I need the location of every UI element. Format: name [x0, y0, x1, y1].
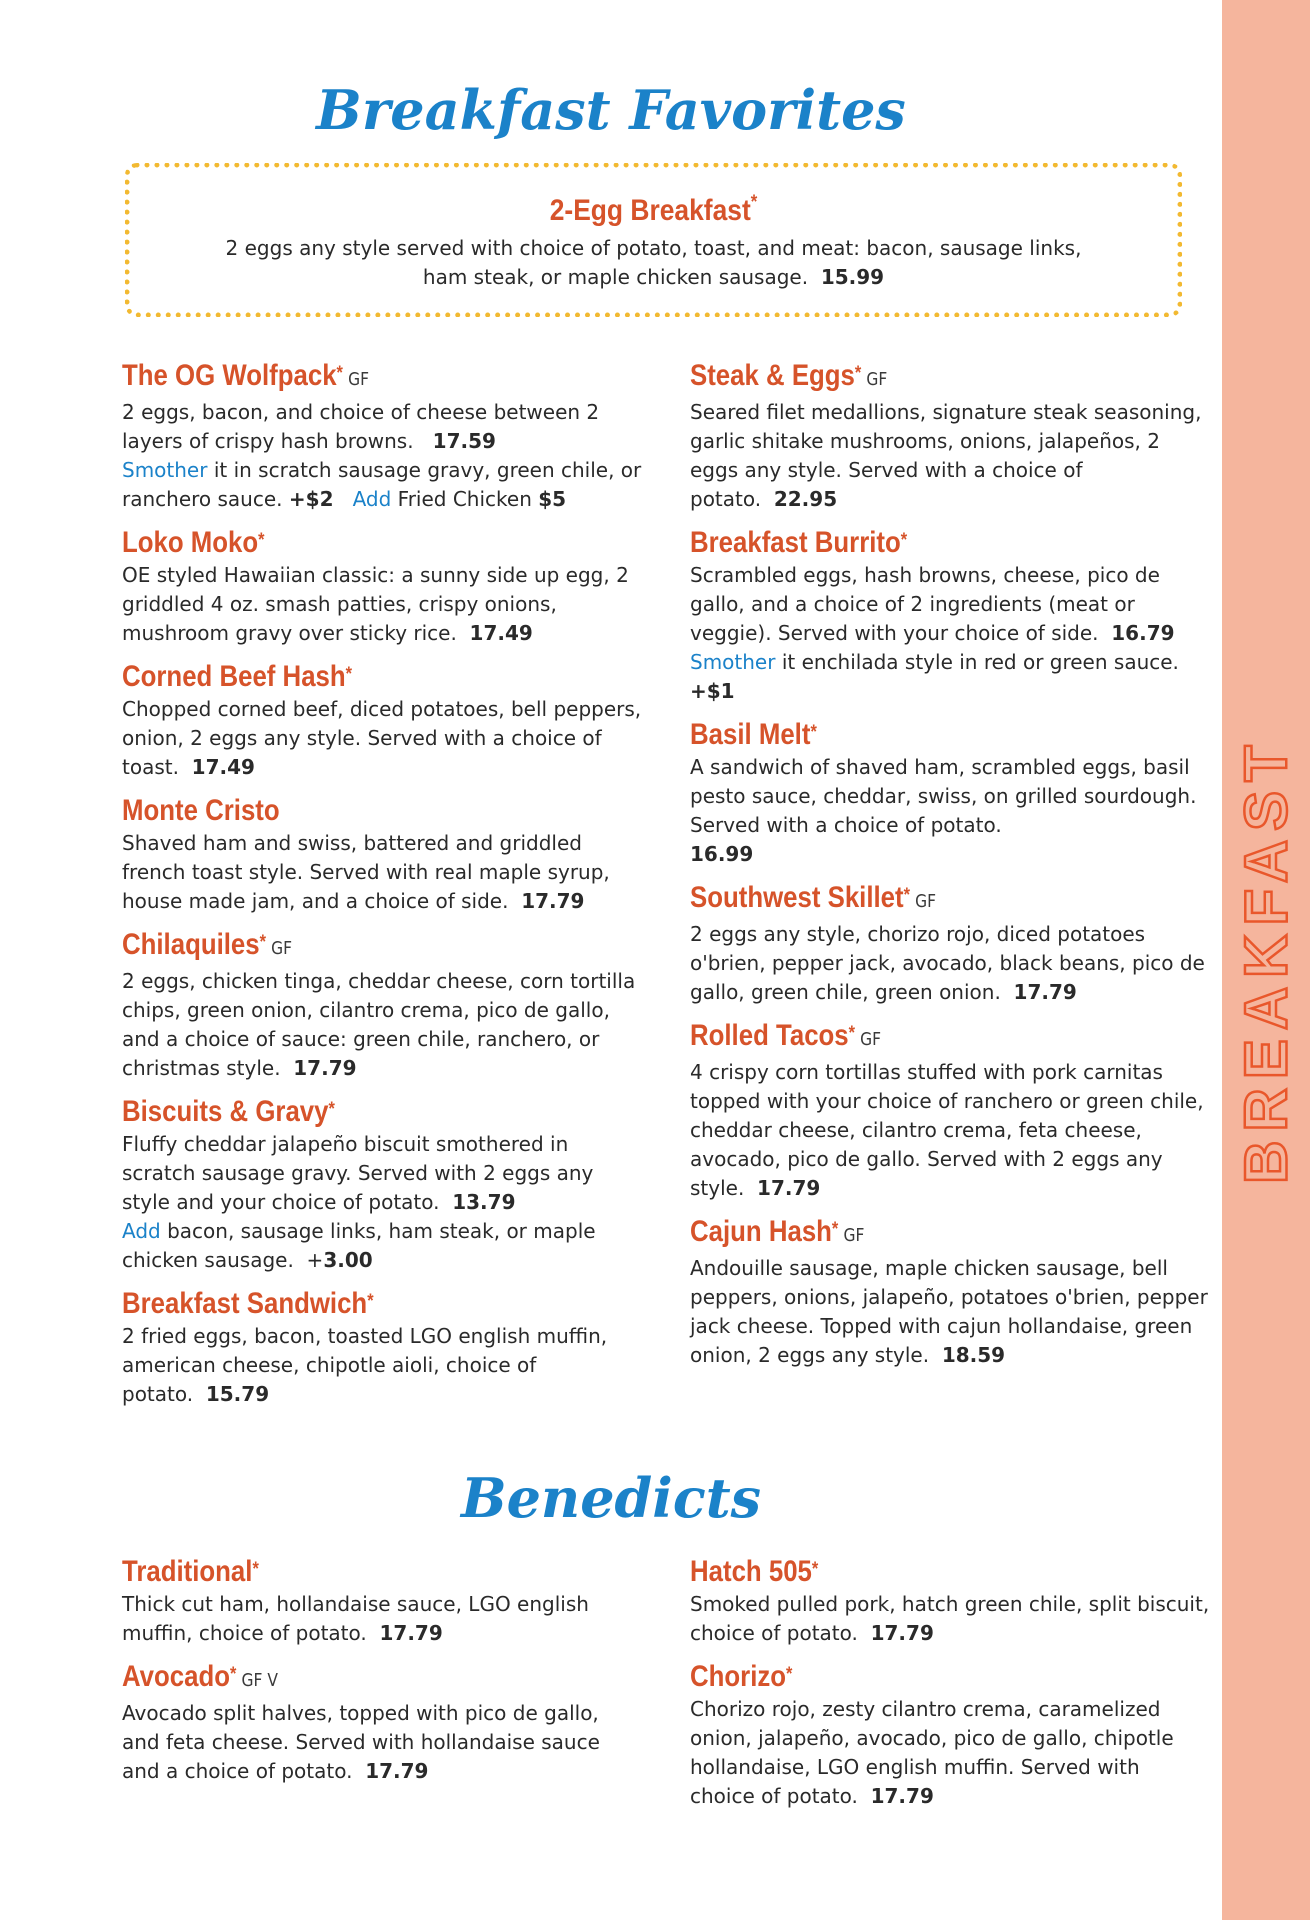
- asterisk: *: [750, 192, 758, 213]
- diet-tag: GF: [348, 369, 369, 390]
- item-description: OE styled Hawaiian classic: a sunny side up egg, 2 griddled 4 oz. smash patties, crispy onions, mushroom gravy over sticky rice. 17.49: [122, 563, 629, 645]
- menu-item-loko-moko: [122, 525, 642, 648]
- side-label: BREAKFAST: [1232, 736, 1300, 1184]
- item-description: 2 fried eggs, bacon, toasted LGO english muffin, american cheese, chipotle aioli, choice of potato. 15.79: [122, 1324, 608, 1406]
- benedicts-title: Benedicts: [460, 1466, 762, 1530]
- item-title: Breakfast Sandwich*: [122, 1287, 374, 1320]
- menu-item-og-wolfpack: [122, 358, 642, 514]
- smother-label: Smother: [690, 650, 776, 674]
- diet-tag: GF: [915, 891, 937, 912]
- item-description: Seared filet medallions, signature steak seasoning, garlic shitake mushrooms, onions, jalapeños, 2 eggs any style. Served with a choice of potato. 22.95: [690, 400, 1202, 511]
- item-title: Chilaquiles* GF: [122, 928, 293, 961]
- item-title: Chorizo*: [690, 1660, 793, 1693]
- item-description: Andouille sausage, maple chicken sausage, bell peppers, onions, jalapeño, potatoes o'brien, pepper jack cheese. Topped with cajun hollandaise, green onion, 2 eggs any style. 18.59: [690, 1256, 1208, 1367]
- menu-item-breakfast-burrito: [690, 525, 1210, 706]
- diet-tag: GF V: [241, 1670, 278, 1691]
- featured-description: 2 eggs any style served with choice of potato, toast, and meat: bacon, sausage links, ham steak, or maple chicken sausage. 15.99: [225, 236, 1082, 289]
- item-title: Hatch 505*: [690, 1555, 819, 1588]
- featured-box: [125, 163, 1182, 317]
- menu-item-cajun-hash: [690, 1214, 1210, 1370]
- item-description: Scrambled eggs, hash browns, cheese, pico de gallo, and a choice of 2 ingredients (meat or veggie). Served with your choice of side. 16.79 Smother it enchilada style in red or green sauce. +$1: [690, 563, 1179, 703]
- menu-item-steak-eggs: [690, 358, 1210, 514]
- item-description: Thick cut ham, hollandaise sauce, LGO english muffin, choice of potato. 17.79: [122, 1592, 589, 1645]
- item-title: The OG Wolfpack* GF: [122, 359, 369, 392]
- item-title: Corned Beef Hash*: [122, 660, 353, 693]
- menu-item-hatch-505: [690, 1554, 1210, 1648]
- menu-item-breakfast-sandwich: [122, 1286, 642, 1409]
- menu-item-biscuits-gravy: [122, 1094, 642, 1275]
- item-title: Traditional*: [122, 1555, 259, 1588]
- menu-item-monte-cristo: [122, 793, 642, 916]
- menu-item-traditional: [122, 1554, 642, 1648]
- item-title: Southwest Skillet* GF: [690, 881, 937, 914]
- item-title: Biscuits & Gravy*: [122, 1095, 335, 1128]
- item-title: Rolled Tacos* GF: [690, 1019, 882, 1052]
- item-description: Shaved ham and swiss, battered and griddled french toast style. Served with real maple syrup, house made jam, and a choice of side. 17.79: [122, 831, 610, 913]
- item-description: Smoked pulled pork, hatch green chile, split biscuit, choice of potato. 17.79: [690, 1592, 1210, 1645]
- item-description: 2 eggs any style, chorizo rojo, diced potatoes o'brien, pepper jack, avocado, black beans, pico de gallo, green chile, green onion. 17.79: [690, 922, 1205, 1004]
- item-title: Avocado* GF V: [122, 1660, 278, 1693]
- item-title: Cajun Hash* GF: [690, 1215, 865, 1248]
- favorites-title: Breakfast Favorites: [316, 78, 906, 142]
- diet-tag: GF: [860, 1029, 882, 1050]
- item-description: 4 crispy corn tortillas stuffed with pork carnitas topped with your choice of ranchero or green chile, cheddar cheese, cilantro crema, feta cheese, avocado, pico de gallo. Served with 2 eggs any style. 17.79: [690, 1060, 1204, 1200]
- featured-title: 2-Egg Breakfast*: [549, 192, 758, 227]
- item-title: Monte Cristo: [122, 794, 280, 827]
- item-description: Chopped corned beef, diced potatoes, bell peppers, onion, 2 eggs any style. Served with a choice of toast. 17.49: [122, 697, 642, 779]
- diet-tag: GF: [866, 369, 888, 390]
- menu-item-rolled-tacos: [690, 1018, 1210, 1203]
- item-description: Chorizo rojo, zesty cilantro crema, caramelized onion, jalapeño, avocado, pico de gallo, chipotle hollandaise, LGO english muffin. Served with choice of potato. 17.79: [690, 1697, 1174, 1808]
- diet-tag: GF: [271, 938, 293, 959]
- right-column: [690, 358, 1210, 1381]
- item-title: Breakfast Burrito*: [690, 526, 908, 559]
- item-title: Basil Melt*: [690, 718, 817, 751]
- menu-item-southwest-skillet: [690, 880, 1210, 1007]
- menu-item-basil-melt: [690, 717, 1210, 869]
- menu-item-chilaquiles: [122, 927, 642, 1083]
- smother-label: Smother: [122, 458, 208, 482]
- item-description: Avocado split halves, topped with pico de gallo, and feta cheese. Served with hollandaise sauce and a choice of potato. 17.79: [122, 1701, 600, 1783]
- item-description: 2 eggs, bacon, and choice of cheese between 2 layers of crispy hash browns. 17.59 Smother it in scratch sausage gravy, green chile, or ranchero sauce. +$2 Add Fried Chicken $5: [122, 400, 642, 511]
- add-label: Add: [352, 487, 392, 511]
- menu-item-corned-beef-hash: [122, 659, 642, 782]
- diet-tag: GF: [843, 1225, 865, 1246]
- item-description: 2 eggs, chicken tinga, cheddar cheese, corn tortilla chips, green onion, cilantro crema, pico de gallo, and a choice of sauce: green chile, ranchero, or christmas style. 17.79: [122, 969, 636, 1080]
- item-title: Steak & Eggs* GF: [690, 359, 888, 392]
- benedicts-right-column: [690, 1554, 1210, 1822]
- menu-item-avocado: [122, 1659, 642, 1786]
- left-column: [122, 358, 642, 1420]
- item-title: Loko Moko*: [122, 526, 265, 559]
- featured-price: 15.99: [820, 265, 885, 289]
- item-description: Fluffy cheddar jalapeño biscuit smothered in scratch sausage gravy. Served with 2 eggs any style and your choice of potato. 13.79 Add bacon, sausage links, ham steak, or maple chicken sausage. +3.00: [122, 1132, 596, 1272]
- item-description: A sandwich of shaved ham, scrambled eggs, basil pesto sauce, cheddar, swiss, on grilled sourdough. Served with a choice of potato. 16.99: [690, 755, 1197, 866]
- benedicts-left-column: [122, 1554, 642, 1797]
- add-label: Add: [122, 1219, 161, 1243]
- menu-item-chorizo: [690, 1659, 1210, 1811]
